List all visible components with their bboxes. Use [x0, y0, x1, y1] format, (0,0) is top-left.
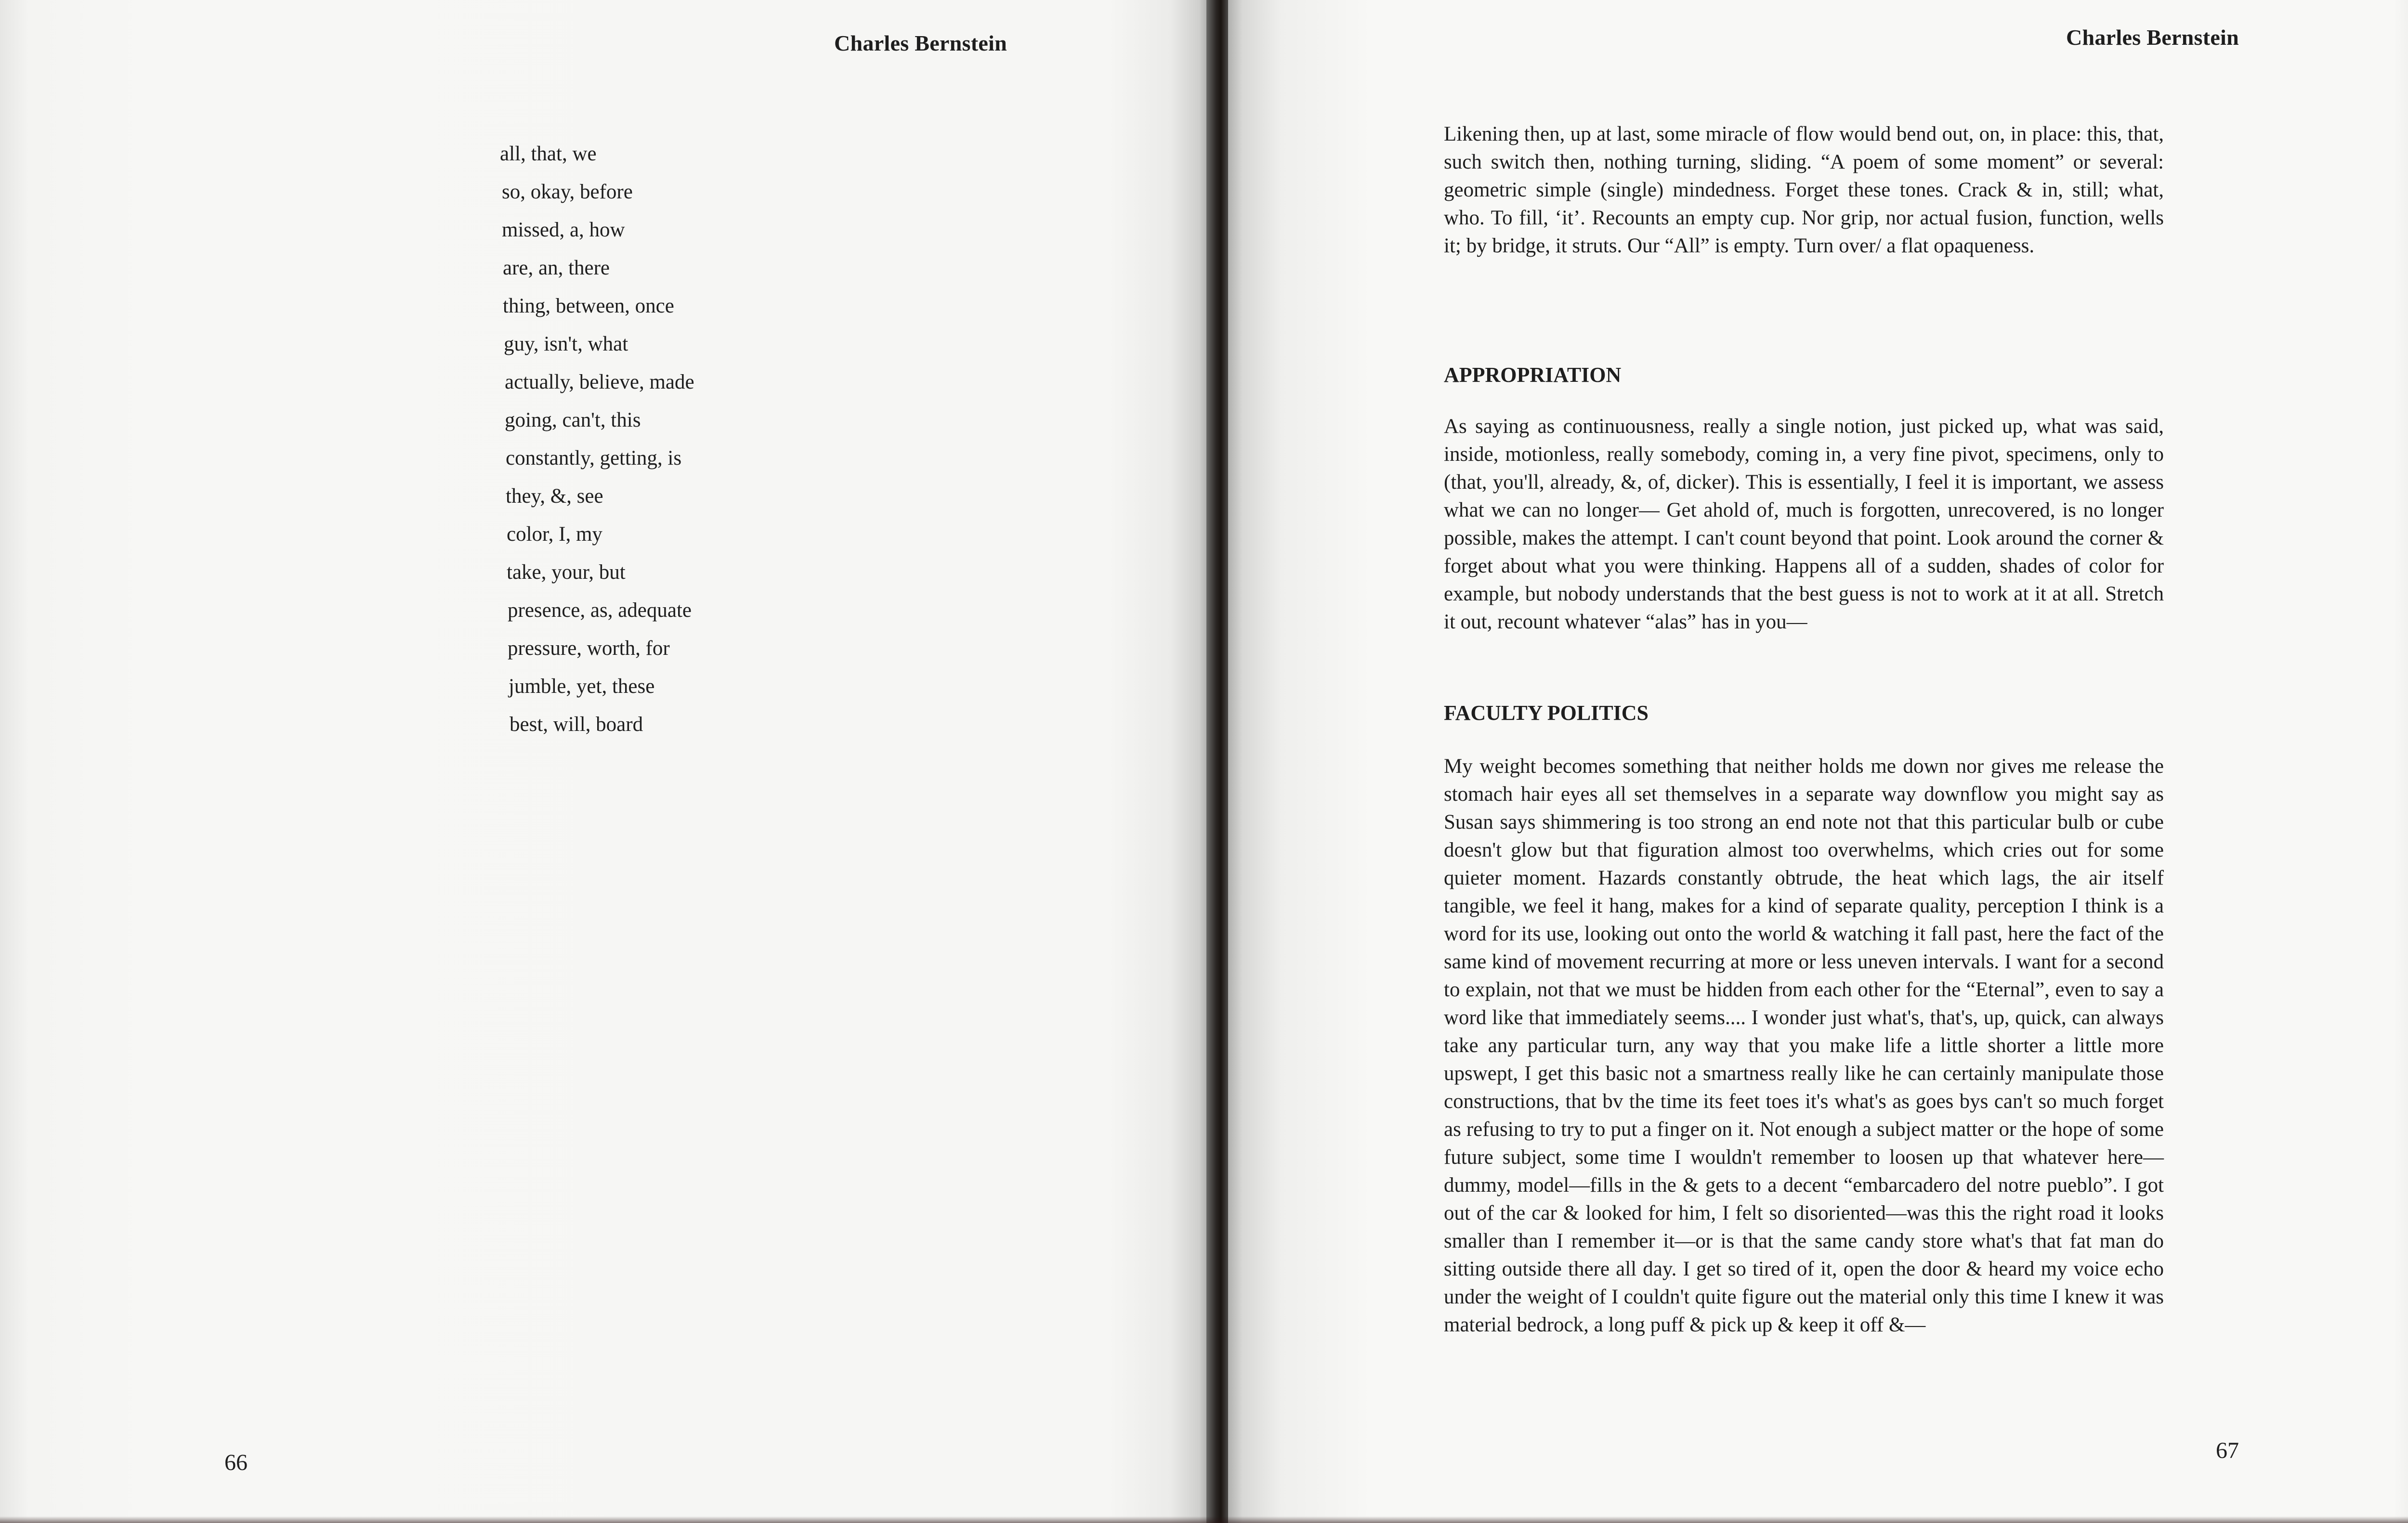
poem-line: color, I, my: [507, 523, 602, 546]
poem-line: pressure, worth, for: [508, 637, 670, 660]
running-head-right: Charles Bernstein: [2066, 25, 2239, 50]
running-head-left: Charles Bernstein: [834, 31, 1008, 55]
page-number-right: 67: [2216, 1438, 2239, 1463]
poem-line: are, an, there: [503, 257, 610, 279]
page-number-left: 66: [224, 1450, 248, 1475]
poem-line: actually, believe, made: [505, 371, 694, 393]
poem-line: going, can't, this: [505, 409, 641, 431]
poem-line: constantly, getting, is: [506, 447, 682, 469]
right-page: [1228, 0, 2408, 1523]
poem-line: take, your, but: [507, 561, 626, 584]
poem-line: all, that, we: [500, 143, 597, 165]
poem-line: guy, isn't, what: [504, 333, 628, 355]
section-text-faculty-politics: My weight becomes something that neither holds me down nor gives me release the stomach hair eyes all set themselves in a separate way downflow you might say as Susan says shimmering is too strong an end note not that this particular bulb or cube doesn't glow but that figuration almost too overwhelms, which cries out for some quieter moment. Hazards constantly obtrude, the heat which lags, the air itself tangible, we feel it hang, makes for a kind of separate quality, perception I think is a word for its use, looking out onto the world & watching it fall past, here the fact of the same kind of movement recurring at more or less uneven intervals. I want for a second to explain, not that we must be hidden from each other for the “Eternal”, even to say a word like that immediately seems.... I wonder just what's, that's, up, quick, can always take any particular turn, any way that you make life a little shorter a little more upswept, I get this basic not a smartness really like he can certainly manipulate those constructions, that bv the time its feet toes it's what's as goes bys can't so much forget as refusing to try to put a finger on it. Not enough a subject matter or the hope of some future subject, some time I wouldn't remember to loosen up that whatever here—dummy, model—fills in the & gets to a decent “embarcadero del notre pueblo”. I got out of the car & looked for him, I felt so disoriented—was this the right road it looks smaller than I remember it—or is that the same candy store what's that fat man do sitting outside there all day. I get so tired of it, open the door & heard my voice echo under the weight of I couldn't quite figure out the material only this time I knew it was material bedrock, a long puff & pick up & keep it off &—: [1444, 755, 2164, 1336]
book-gutter: [1206, 0, 1230, 1523]
poem-line: presence, as, adequate: [508, 599, 692, 622]
poem-line: so, okay, before: [502, 181, 633, 203]
section-heading-appropriation: APPROPRIATION: [1444, 363, 1622, 387]
poem-line: jumble, yet, these: [509, 675, 655, 698]
poem-line: thing, between, once: [503, 295, 674, 317]
poem-line: best, will, board: [510, 713, 643, 736]
section-heading-faculty-politics: FACULTY POLITICS: [1444, 701, 1649, 725]
bottom-edge-shadow: [0, 1516, 2408, 1523]
intro-paragraph: Likening then, up at last, some miracle of flow would bend out, on, in place: this, that, such switch then, nothing turning, sliding. “A poem of some moment” or several: geometric simple (single) mindedness. Forget these tones. Crack & in, still; what, who. To fill, ‘it’. Recounts an empty cup. Nor grip, nor actual fusion, function, wells it; by bridge, it struts. Our “All” is empty. Turn over/ a flat opaqueness.: [1444, 123, 2164, 257]
poem: [500, 135, 694, 743]
poem-line: missed, a, how: [502, 219, 625, 241]
poem-line: they, &, see: [506, 485, 603, 508]
section-text-appropriation: As saying as continuousness, really a single notion, just picked up, what was said, inside, motionless, really somebody, coming in, a very fine pivot, specimens, only to (that, you'll, already, &, of, dicker). This is essentially, I feel it is important, we assess what we can no longer— Get ahold of, much is forgotten, unrecovered, is no longer possible, makes the attempt. I can't count beyond that point. Look around the corner & forget about what you were thinking. Happens all of a sudden, shades of color for example, but nobody understands that the best guess is not to work at it at all. Stretch it out, recount whatever “alas” has in you—: [1444, 415, 2164, 633]
